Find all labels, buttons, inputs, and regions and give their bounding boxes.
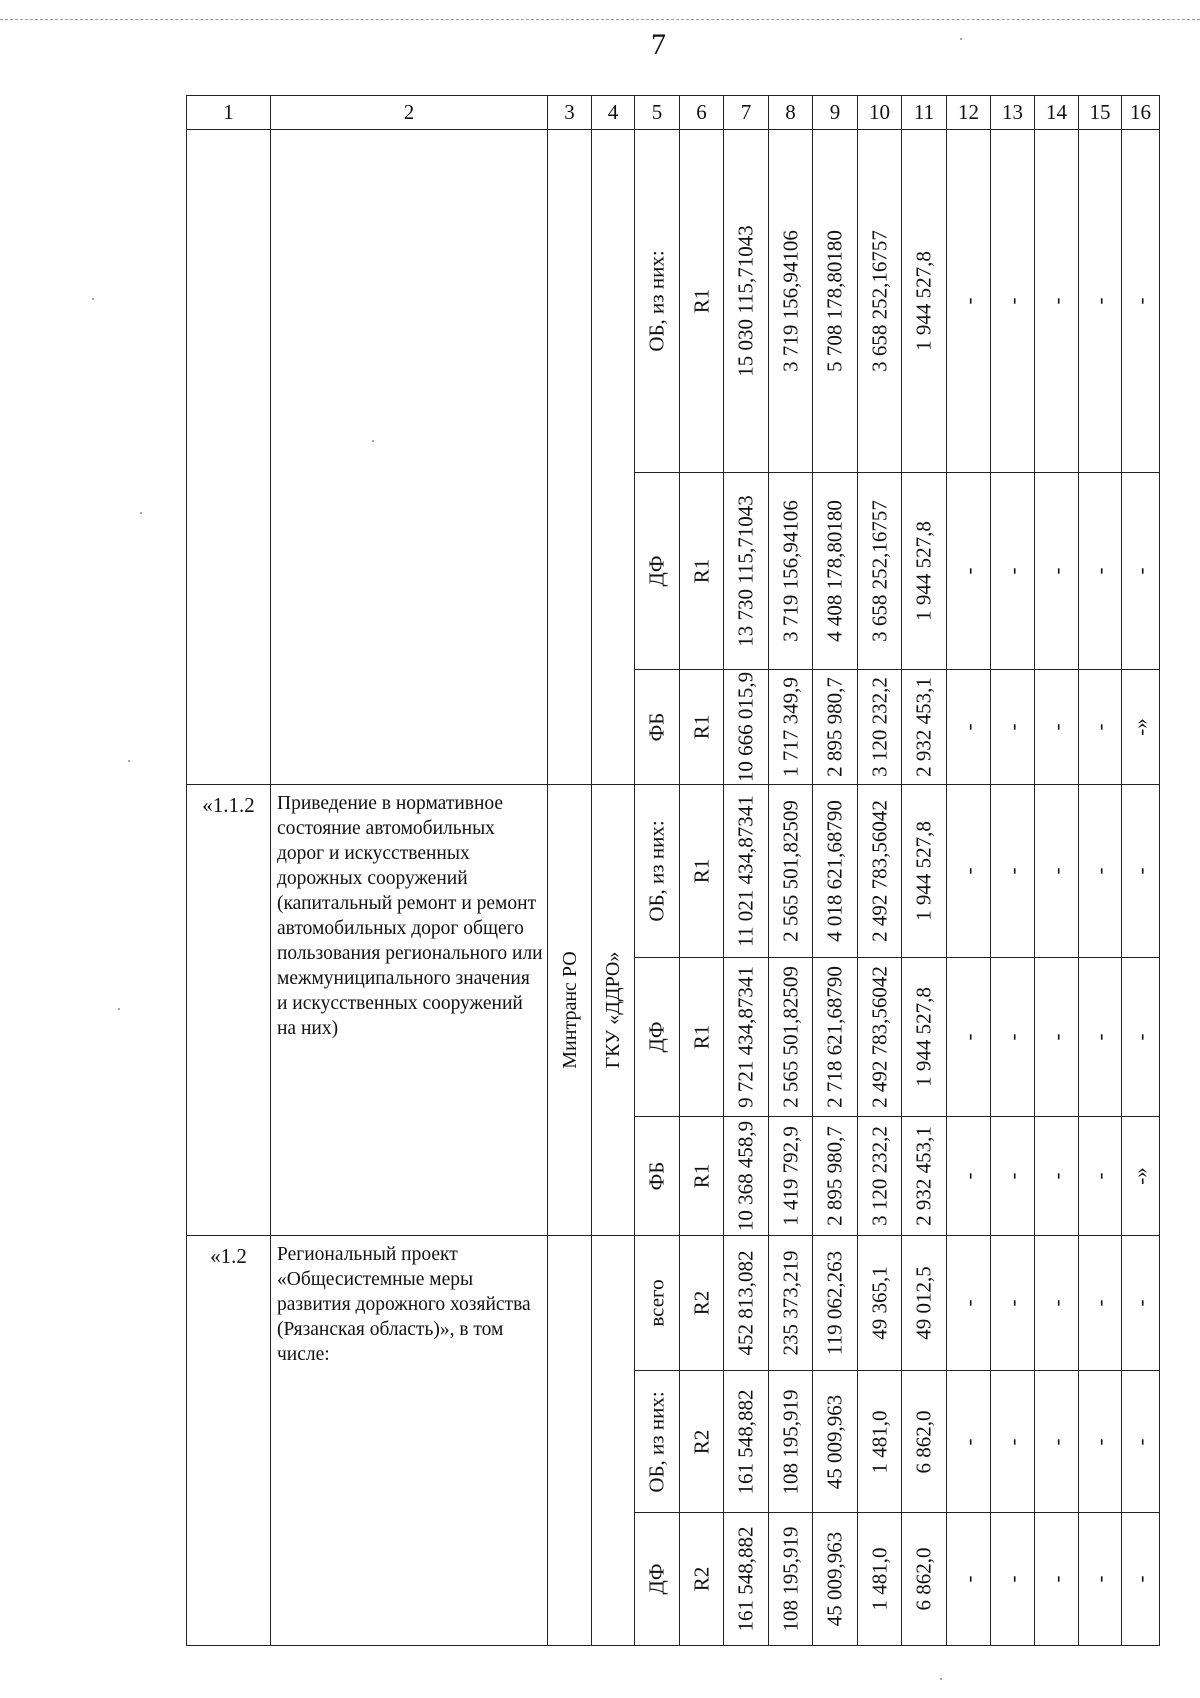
funding-source	[635, 1371, 680, 1513]
amount-cell	[902, 785, 947, 958]
amount-cell	[947, 1371, 991, 1513]
amount-value: -	[956, 567, 980, 575]
amount-cell	[858, 1236, 902, 1371]
amount-value: -	[956, 1033, 980, 1041]
executor	[592, 785, 635, 1236]
amount-value: -	[1128, 1299, 1152, 1307]
header-row	[187, 96, 1160, 130]
amount-value: -	[1044, 1575, 1068, 1583]
amount-cell	[947, 785, 991, 958]
amount-value: 13 730 115,71043	[733, 495, 758, 647]
amount-cell	[858, 130, 902, 473]
amount-cell	[1122, 1117, 1160, 1236]
amount-cell	[813, 1117, 858, 1236]
amount-cell	[724, 1117, 769, 1236]
amount-cell	[1122, 1236, 1160, 1371]
scan-speck	[140, 512, 142, 514]
amount-cell	[947, 1117, 991, 1236]
funding-source	[635, 130, 680, 473]
amount-cell	[1122, 1513, 1160, 1646]
amount-value: 2 718 621,68790	[822, 966, 847, 1108]
amount-cell	[947, 473, 991, 670]
budget-code	[680, 130, 724, 473]
amount-cell	[1035, 1117, 1079, 1236]
amount-cell	[724, 958, 769, 1117]
column-header: 2	[271, 96, 548, 130]
row-number	[187, 130, 271, 785]
amount-value: -	[1087, 1033, 1112, 1041]
amount-value: 45 009,963	[822, 1394, 847, 1489]
amount-value: -	[956, 1575, 980, 1583]
scan-top-edge	[0, 19, 1200, 20]
amount-value: -	[956, 1172, 980, 1180]
data-row	[187, 1236, 1160, 1371]
amount-cell	[813, 785, 858, 958]
amount-cell	[1122, 1371, 1160, 1513]
amount-value: -	[1044, 1438, 1068, 1445]
funding-source	[635, 785, 680, 958]
amount-cell	[902, 1117, 947, 1236]
amount-value: -	[956, 723, 980, 731]
amount-value: 4 018 621,68790	[822, 800, 847, 942]
amount-value: 49 012,5	[911, 1266, 936, 1340]
amount-value: -	[1000, 1575, 1024, 1583]
amount-value: 2 895 980,7	[822, 1126, 847, 1226]
amount-value: -	[1000, 1033, 1024, 1041]
amount-cell	[1122, 473, 1160, 670]
amount-cell	[1079, 1117, 1122, 1236]
amount-cell	[1122, 670, 1160, 785]
amount-value: 2 932 453,1	[911, 1126, 936, 1226]
executor	[592, 130, 635, 785]
amount-value: -	[1000, 723, 1024, 731]
amount-cell	[991, 1371, 1035, 1513]
funding-source-text: ОБ, из них:	[644, 820, 669, 922]
amount-cell	[1035, 958, 1079, 1117]
column-header: 9	[813, 96, 858, 130]
amount-cell	[1079, 130, 1122, 473]
amount-value: -	[1087, 1438, 1112, 1445]
amount-value: 108 195,919	[778, 1526, 802, 1632]
column-header: 15	[1079, 96, 1122, 130]
budget-code	[680, 1371, 724, 1513]
budget-code	[680, 1117, 724, 1236]
amount-cell	[947, 1236, 991, 1371]
amount-cell	[813, 473, 858, 670]
row-title: Региональный проект «Общесистемные меры развития дорожного хозяйства (Рязанская область)», в том числе:	[271, 1236, 548, 1646]
amount-value: 2 565 501,82509	[778, 800, 802, 942]
amount-value: 2 565 501,82509	[778, 966, 802, 1108]
funding-source	[635, 1236, 680, 1371]
budget-code-text: R1	[689, 288, 713, 314]
amount-cell	[1035, 1371, 1079, 1513]
amount-value: 2 895 980,7	[822, 677, 847, 777]
amount-value: 11 021 434,87341	[733, 795, 758, 947]
amount-value: 3 658 252,16757	[867, 230, 891, 372]
funding-source	[635, 473, 680, 670]
column-header: 10	[858, 96, 902, 130]
budget-code	[680, 958, 724, 1117]
amount-value: 10 666 015,9	[733, 671, 758, 783]
amount-cell	[947, 1513, 991, 1646]
amount-value: -	[1044, 567, 1068, 575]
amount-cell	[769, 1513, 813, 1646]
funding-source	[635, 1117, 680, 1236]
budget-code	[680, 785, 724, 958]
amount-value: -	[956, 1438, 980, 1445]
amount-cell	[902, 670, 947, 785]
budget-code-text: R1	[689, 714, 713, 740]
row-title	[271, 130, 548, 785]
amount-value: 3 120 232,2	[867, 1126, 891, 1226]
amount-cell	[1122, 785, 1160, 958]
data-row	[187, 785, 1160, 958]
amount-value: -»	[1128, 1167, 1152, 1185]
amount-cell	[813, 1236, 858, 1371]
amount-value: 10 368 458,9	[733, 1120, 758, 1232]
amount-value: 1 944 527,8	[911, 821, 936, 921]
amount-value: 161 548,882	[733, 1389, 758, 1494]
amount-cell	[902, 473, 947, 670]
amount-cell	[813, 130, 858, 473]
amount-cell	[1122, 130, 1160, 473]
amount-value: -	[1128, 867, 1152, 875]
amount-cell	[813, 1513, 858, 1646]
amount-value: -	[1000, 297, 1024, 305]
scan-speck	[118, 1008, 120, 1010]
amount-value: 1 717 349,9	[778, 677, 802, 777]
amount-cell	[991, 958, 1035, 1117]
amount-cell	[769, 1236, 813, 1371]
amount-cell	[947, 958, 991, 1117]
amount-cell	[769, 958, 813, 1117]
amount-cell	[991, 130, 1035, 473]
row-number: «1.1.2	[187, 785, 271, 1236]
funding-source-text: ОБ, из них:	[644, 1390, 669, 1493]
amount-value: -	[1044, 723, 1068, 731]
funding-source-text: ДФ	[644, 555, 669, 587]
amount-cell	[724, 130, 769, 473]
amount-value: 3 719 156,94106	[778, 500, 802, 642]
funding-source-text: ДФ	[644, 1021, 669, 1053]
amount-cell	[858, 473, 902, 670]
amount-value: 6 862,0	[911, 1547, 936, 1611]
amount-value: 3 719 156,94106	[778, 230, 802, 372]
amount-cell	[724, 1371, 769, 1513]
amount-value: -	[1044, 1172, 1068, 1180]
column-header: 13	[991, 96, 1035, 130]
amount-value: -	[956, 297, 980, 305]
amount-value: -	[1128, 297, 1152, 305]
amount-cell	[902, 1371, 947, 1513]
amount-cell	[858, 670, 902, 785]
amount-value: -	[1087, 297, 1112, 305]
amount-value: 15 030 115,71043	[733, 225, 758, 377]
amount-value: 161 548,882	[733, 1526, 758, 1632]
amount-cell	[991, 1117, 1035, 1236]
amount-value: 1 481,0	[867, 1547, 891, 1611]
amount-cell	[769, 670, 813, 785]
budget-code-text: R1	[689, 858, 713, 884]
funding-source-text: ОБ, из них:	[644, 250, 669, 352]
amount-value: -	[1087, 867, 1112, 875]
amount-cell	[991, 1236, 1035, 1371]
budget-code-text: R2	[689, 1566, 713, 1592]
amount-cell	[858, 958, 902, 1117]
amount-value: 3 120 232,2	[867, 677, 891, 777]
column-header: 7	[724, 96, 769, 130]
column-header: 3	[548, 96, 592, 130]
column-header: 16	[1122, 96, 1160, 130]
amount-value: -	[1128, 1033, 1152, 1041]
amount-cell	[769, 1117, 813, 1236]
amount-value: 4 408 178,80180	[822, 500, 847, 642]
amount-value: -	[1000, 867, 1024, 875]
amount-value: -	[956, 867, 980, 875]
responsible-body	[548, 785, 592, 1236]
amount-value: -»	[1128, 718, 1152, 736]
amount-value: -	[1087, 567, 1112, 575]
executor	[592, 1236, 635, 1646]
amount-value: 1 944 527,8	[911, 987, 936, 1087]
amount-cell	[858, 785, 902, 958]
column-header: 12	[947, 96, 991, 130]
amount-value: -	[1000, 1172, 1024, 1180]
amount-cell	[991, 473, 1035, 670]
amount-cell	[813, 670, 858, 785]
responsible-body	[548, 1236, 592, 1646]
budget-code-text: R2	[689, 1429, 713, 1454]
data-row	[187, 130, 1160, 473]
column-header: 5	[635, 96, 680, 130]
budget-table	[186, 95, 1160, 1646]
column-header: 1	[187, 96, 271, 130]
amount-cell	[1079, 473, 1122, 670]
amount-value: -	[1128, 1575, 1152, 1583]
amount-value: -	[1087, 1299, 1112, 1307]
amount-cell	[1079, 1371, 1122, 1513]
amount-value: -	[956, 1299, 980, 1307]
budget-code-text: R1	[689, 558, 713, 584]
amount-value: 49 365,1	[867, 1266, 891, 1340]
amount-value: -	[1000, 567, 1024, 575]
amount-cell	[769, 1371, 813, 1513]
amount-value: -	[1044, 1299, 1068, 1307]
amount-cell	[902, 1513, 947, 1646]
amount-value: -	[1000, 1299, 1024, 1307]
amount-cell	[724, 473, 769, 670]
amount-cell	[724, 785, 769, 958]
funding-source-text: ФБ	[644, 1161, 669, 1191]
amount-cell	[1035, 1513, 1079, 1646]
budget-code	[680, 1236, 724, 1371]
amount-value: 2 932 453,1	[911, 677, 936, 777]
amount-cell	[769, 473, 813, 670]
amount-value: -	[1087, 723, 1112, 731]
amount-cell	[1035, 785, 1079, 958]
amount-cell	[1035, 670, 1079, 785]
column-header: 14	[1035, 96, 1079, 130]
amount-cell	[858, 1117, 902, 1236]
funding-source-text: всего	[644, 1279, 669, 1327]
scan-speck	[960, 38, 962, 40]
budget-code	[680, 473, 724, 670]
amount-value: 108 195,919	[778, 1389, 802, 1494]
amount-value: 1 419 792,9	[778, 1126, 802, 1226]
column-header: 4	[592, 96, 635, 130]
funding-source	[635, 958, 680, 1117]
amount-cell	[902, 958, 947, 1117]
scan-speck	[128, 760, 130, 762]
column-header: 11	[902, 96, 947, 130]
row-title: Приведение в нормативное состояние автомобильных дорог и искусственных дорожных сооружений (капитальный ремонт и ремонт автомобильных дорог общего пользования регионального или межмуниципального значения и искусственных сооружений на них)	[271, 785, 548, 1236]
amount-cell	[1122, 958, 1160, 1117]
amount-cell	[1079, 785, 1122, 958]
amount-value: -	[1000, 1438, 1024, 1445]
amount-value: 1 944 527,8	[911, 521, 936, 621]
funding-source-text: ДФ	[644, 1563, 669, 1595]
amount-value: -	[1128, 567, 1152, 575]
amount-value: 2 492 783,56042	[867, 966, 891, 1108]
amount-cell	[1035, 130, 1079, 473]
amount-value: -	[1128, 1438, 1152, 1445]
amount-cell	[902, 1236, 947, 1371]
budget-code-text: R1	[689, 1163, 713, 1189]
amount-cell	[769, 130, 813, 473]
amount-value: 119 062,263	[822, 1250, 847, 1356]
budget-code-text: R1	[689, 1024, 713, 1050]
row-number: «1.2	[187, 1236, 271, 1646]
amount-value: 235 373,219	[778, 1250, 802, 1356]
amount-cell	[813, 1371, 858, 1513]
amount-value: 9 721 434,87341	[733, 966, 758, 1108]
amount-cell	[769, 785, 813, 958]
amount-value: -	[1044, 297, 1068, 305]
column-header: 8	[769, 96, 813, 130]
amount-cell	[1079, 1513, 1122, 1646]
executor-text: ГКУ «ДДРО»	[602, 951, 624, 1069]
amount-cell	[858, 1513, 902, 1646]
amount-cell	[991, 670, 1035, 785]
amount-cell	[813, 958, 858, 1117]
amount-value: 45 009,963	[822, 1531, 847, 1627]
column-header: 6	[680, 96, 724, 130]
amount-value: 1 481,0	[867, 1410, 891, 1473]
scan-speck	[92, 298, 94, 300]
amount-cell	[1035, 473, 1079, 670]
amount-value: -	[1044, 1033, 1068, 1041]
amount-cell	[991, 1513, 1035, 1646]
amount-cell	[858, 1371, 902, 1513]
amount-value: -	[1087, 1575, 1112, 1583]
budget-code-text: R2	[689, 1290, 713, 1316]
amount-value: -	[1044, 867, 1068, 875]
scan-speck	[940, 1678, 942, 1680]
funding-source	[635, 670, 680, 785]
amount-value: 6 862,0	[911, 1410, 936, 1473]
amount-cell	[724, 1236, 769, 1371]
amount-value: 1 944 527,8	[911, 251, 936, 351]
amount-cell	[1079, 958, 1122, 1117]
funding-source	[635, 1513, 680, 1646]
amount-cell	[902, 130, 947, 473]
amount-value: 3 658 252,16757	[867, 500, 891, 642]
budget-code	[680, 670, 724, 785]
amount-cell	[947, 670, 991, 785]
page-number: 7	[651, 28, 666, 61]
funding-source-text: ФБ	[644, 712, 669, 742]
responsible-body-text: Минтранс РО	[558, 951, 581, 1069]
amount-cell	[724, 670, 769, 785]
amount-cell	[947, 130, 991, 473]
amount-cell	[1079, 670, 1122, 785]
amount-value: 452 813,082	[733, 1250, 758, 1356]
amount-value: 2 492 783,56042	[867, 800, 891, 942]
budget-code	[680, 1513, 724, 1646]
amount-cell	[1035, 1236, 1079, 1371]
amount-value: -	[1087, 1172, 1112, 1180]
amount-cell	[1079, 1236, 1122, 1371]
amount-cell	[724, 1513, 769, 1646]
amount-value: 5 708 178,80180	[822, 230, 847, 372]
amount-cell	[991, 785, 1035, 958]
responsible-body	[548, 130, 592, 785]
